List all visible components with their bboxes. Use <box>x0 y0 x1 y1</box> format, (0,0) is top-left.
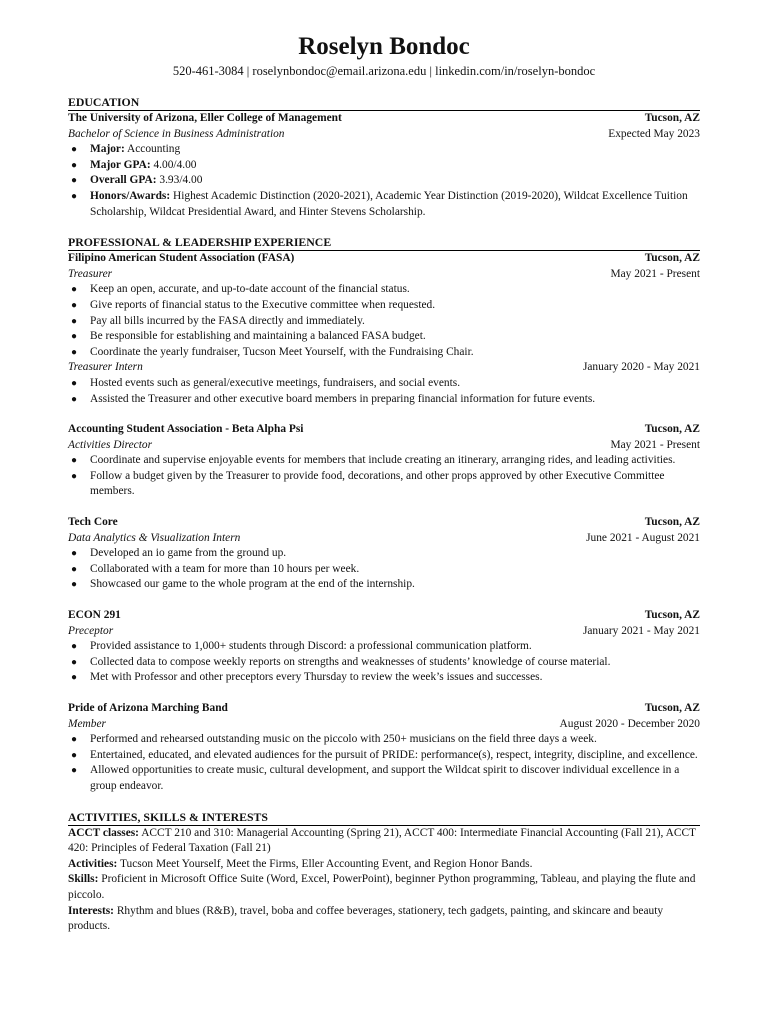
bullet-icon: ● <box>70 734 78 746</box>
activities-item <box>68 857 700 873</box>
organization-name: Filipino American Student Association (FASA) <box>68 252 295 265</box>
detail-text: 4.00/4.00 <box>150 158 197 171</box>
experience-entry-fasa <box>68 251 700 407</box>
education-school-row <box>68 111 700 127</box>
role-bullets <box>68 453 700 500</box>
item-text: Tucson Meet Yourself, Meet the Firms, Eller Accounting Event, and Region Honor Bands. <box>117 857 533 870</box>
activities-item <box>68 904 700 935</box>
list-item <box>68 732 700 748</box>
bullet-icon: ● <box>70 455 78 467</box>
bullet-text: Follow a budget given by the Treasurer to provide food, decorations, and other props approved by other Executive Committee members. <box>90 469 665 498</box>
role-row <box>68 624 700 640</box>
bullet-icon: ● <box>70 672 78 684</box>
resume-page <box>68 32 700 935</box>
role-row <box>68 360 700 376</box>
list-item <box>68 314 700 330</box>
entry-header-row <box>68 515 700 531</box>
item-label: Interests: <box>68 904 114 917</box>
bullet-text: Coordinate the yearly fundraiser, Tucson Meet Yourself, with the Fundraising Chair. <box>90 345 474 358</box>
bullet-icon: ● <box>70 765 78 777</box>
bullet-icon: ● <box>70 346 78 358</box>
role-title: Preceptor <box>68 624 114 637</box>
list-item <box>68 546 700 562</box>
organization-name: Tech Core <box>68 516 118 529</box>
activities-section <box>68 810 700 935</box>
entry-header-row <box>68 608 700 624</box>
bullet-text: Developed an io game from the ground up. <box>90 547 287 560</box>
list-item <box>68 392 700 408</box>
experience-entry-econ <box>68 608 700 686</box>
bullet-icon: ● <box>70 331 78 343</box>
bullet-text: Performed and rehearsed outstanding music on the piccolo with 250+ musicians on the field three days a week. <box>90 733 597 746</box>
section-title-experience: PROFESSIONAL & LEADERSHIP EXPERIENCE <box>68 235 700 251</box>
role-row <box>68 717 700 733</box>
role-bullets <box>68 732 700 794</box>
entry-header-row <box>68 251 700 267</box>
school-name: The University of Arizona, Eller College of Management <box>68 112 342 124</box>
organization-location: Tucson, AZ <box>644 423 700 436</box>
detail-label: Major GPA: <box>90 158 151 171</box>
role-title: Data Analytics & Visualization Intern <box>68 531 241 544</box>
role-dates: August 2020 - December 2020 <box>559 717 700 730</box>
bullet-text: Keep an open, accurate, and up-to-date account of the financial status. <box>90 283 410 296</box>
bullet-icon: ● <box>70 175 78 187</box>
bullet-text: Met with Professor and other preceptors every Thursday to review the week’s issues and successes. <box>90 671 543 684</box>
entry-header-row <box>68 701 700 717</box>
role-row <box>68 438 700 454</box>
education-degree-row <box>68 127 700 143</box>
organization-location: Tucson, AZ <box>644 609 700 622</box>
item-text: ACCT 210 and 310: Managerial Accounting (Spring 21), ACCT 400: Intermediate Financial Accounting (Fall 21), ACCT 420: Principles of Federal Taxation (Fall 21) <box>68 826 696 855</box>
bullet-icon: ● <box>70 159 78 171</box>
list-item <box>68 562 700 578</box>
bullet-text: Pay all bills incurred by the FASA directly and immediately. <box>90 314 365 327</box>
role-title: Activities Director <box>68 438 153 451</box>
role-dates: May 2021 - Present <box>610 438 700 451</box>
list-item <box>68 345 700 361</box>
organization-name: Accounting Student Association - Beta Alpha Psi <box>68 423 304 436</box>
list-item <box>68 763 700 794</box>
organization-name: Pride of Arizona Marching Band <box>68 702 228 714</box>
role-dates: January 2021 - May 2021 <box>582 624 700 637</box>
bullet-icon: ● <box>70 563 78 575</box>
list-item <box>68 189 700 220</box>
role-bullets <box>68 639 700 686</box>
organization-location: Tucson, AZ <box>644 516 700 529</box>
bullet-text: Be responsible for establishing and maintaining a balanced FASA budget. <box>90 330 426 343</box>
experience-entry-techcore <box>68 515 700 593</box>
detail-label: Major: <box>90 143 125 156</box>
bullet-text: Entertained, educated, and elevated audiences for the pursuit of PRIDE: performance(s), respect, integrity, discipline, and excellence. <box>90 748 698 761</box>
experience-entry-band <box>68 701 700 795</box>
contact-line: 520-461-3084 | roselynbondoc@email.arizona.edu | linkedin.com/in/roselyn-bondoc <box>172 64 596 78</box>
bullet-text: Hosted events such as general/executive meetings, fundraisers, and social events. <box>90 376 461 389</box>
role-bullets <box>68 376 700 407</box>
bullet-icon: ● <box>70 315 78 327</box>
organization-location: Tucson, AZ <box>644 702 700 714</box>
organization-name: ECON 291 <box>68 609 121 622</box>
bullet-icon: ● <box>70 579 78 591</box>
detail-label: Honors/Awards: <box>90 189 171 202</box>
bullet-text: Allowed opportunities to create music, cultural development, and support the Wildcat spirit to discover individual excellence in a group endeavor. <box>90 764 680 792</box>
list-item <box>68 748 700 764</box>
activities-item <box>68 872 700 903</box>
bullet-icon: ● <box>70 144 78 156</box>
detail-text: Accounting <box>124 143 181 156</box>
experience-entry-asa <box>68 422 700 500</box>
bullet-icon: ● <box>70 656 78 668</box>
list-item <box>68 639 700 655</box>
bullet-text: Collaborated with a team for more than 10 hours per week. <box>90 562 360 575</box>
role-bullets <box>68 546 700 593</box>
bullet-text: Assisted the Treasurer and other executive board members in preparing financial information for future events. <box>90 392 596 405</box>
role-title: Treasurer <box>68 267 113 280</box>
candidate-name: Roselyn Bondoc <box>298 33 470 60</box>
role-bullets <box>68 282 700 360</box>
bullet-text: Showcased our game to the whole program at the end of the internship. <box>90 578 415 591</box>
role-dates: January 2020 - May 2021 <box>582 361 700 374</box>
item-text: Proficient in Microsoft Office Suite (Word, Excel, PowerPoint), beginner Python programming, Tableau, and playing the flute and piccolo. <box>68 873 696 901</box>
bullet-icon: ● <box>70 377 78 389</box>
bullet-text: Collected data to compose weekly reports on strengths and weaknesses of students’ knowledge of course material. <box>90 655 611 668</box>
section-title-education: EDUCATION <box>68 95 700 111</box>
list-item <box>68 158 700 174</box>
bullet-text: Provided assistance to 1,000+ students through Discord: a professional communication platform. <box>90 640 532 653</box>
degree-name: Bachelor of Science in Business Administration <box>68 127 285 140</box>
role-dates: May 2021 - Present <box>610 267 700 280</box>
bullet-icon: ● <box>70 393 78 405</box>
bullet-icon: ● <box>70 470 78 482</box>
section-title-activities: ACTIVITIES, SKILLS & INTERESTS <box>68 810 700 826</box>
organization-location: Tucson, AZ <box>644 252 700 265</box>
list-item <box>68 577 700 593</box>
item-label: ACCT classes: <box>68 826 139 839</box>
detail-text: Highest Academic Distinction (2020-2021), Academic Year Distinction (2019-2020), Wildcat Excellence Tuition Scholarship, Wildcat Presidential Award, and Hinter Stevens Scholarship. <box>90 189 688 218</box>
experience-section <box>68 235 700 794</box>
list-item <box>68 453 700 469</box>
role-row <box>68 531 700 547</box>
list-item <box>68 282 700 298</box>
activities-item <box>68 826 700 857</box>
list-item <box>68 329 700 345</box>
bullet-icon: ● <box>70 641 78 653</box>
bullet-text: Coordinate and supervise enjoyable events for members that include creating an itinerary, arranging rides, and leading activities. <box>90 454 676 467</box>
list-item <box>68 376 700 392</box>
list-item <box>68 670 700 686</box>
role-dates: June 2021 - August 2021 <box>586 531 700 544</box>
list-item <box>68 142 700 158</box>
detail-text: 3.93/4.00 <box>156 174 203 187</box>
bullet-icon: ● <box>70 190 78 202</box>
entry-header-row <box>68 422 700 438</box>
role-title: Treasurer Intern <box>68 361 143 374</box>
bullet-icon: ● <box>70 284 78 296</box>
list-item <box>68 469 700 500</box>
item-label: Skills: <box>68 873 99 886</box>
role-row <box>68 267 700 283</box>
education-details <box>68 142 700 220</box>
item-text: Rhythm and blues (R&B), travel, boba and coffee beverages, stationery, tech gadgets, painting, and skincare and beauty products. <box>68 904 664 933</box>
item-label: Activities: <box>68 857 118 870</box>
list-item <box>68 655 700 671</box>
education-section <box>68 95 700 220</box>
list-item <box>68 298 700 314</box>
bullet-text: Give reports of financial status to the Executive committee when requested. <box>90 298 436 311</box>
bullet-icon: ● <box>70 548 78 560</box>
bullet-icon: ● <box>70 299 78 311</box>
bullet-icon: ● <box>70 749 78 761</box>
graduation-date: Expected May 2023 <box>608 127 700 140</box>
detail-label: Overall GPA: <box>90 174 157 187</box>
list-item <box>68 173 700 189</box>
role-title: Member <box>68 717 106 730</box>
school-location: Tucson, AZ <box>644 112 700 124</box>
